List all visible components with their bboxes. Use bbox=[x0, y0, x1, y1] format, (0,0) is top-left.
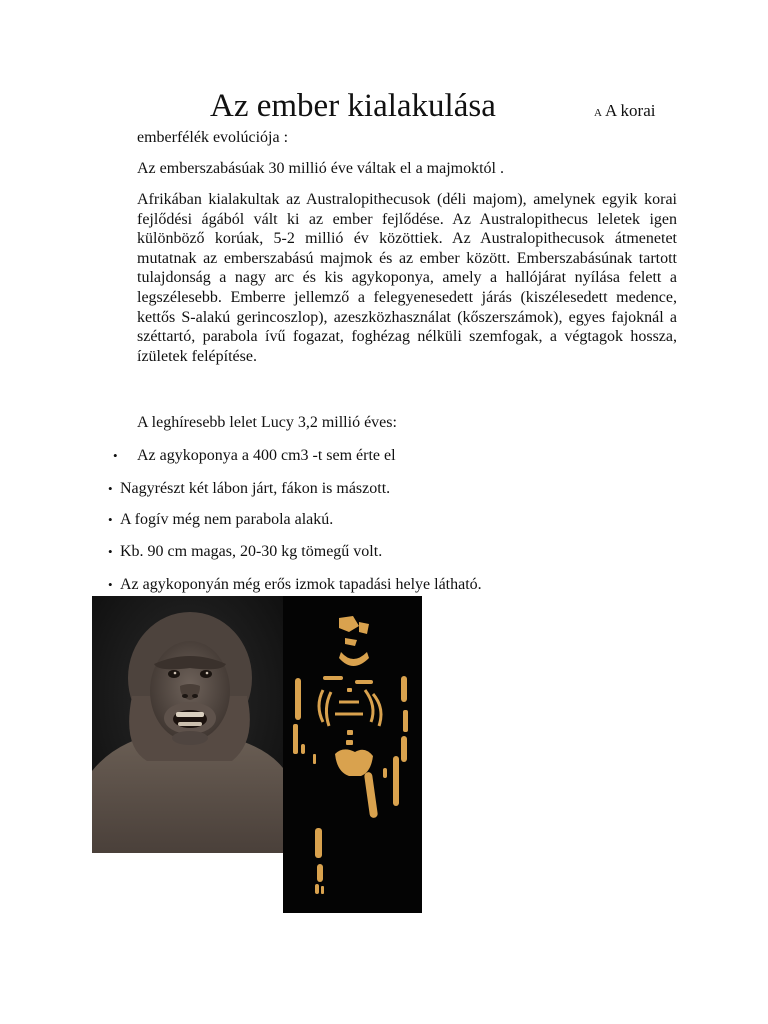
bullet-dot: • bbox=[108, 544, 113, 559]
bullet-item bbox=[108, 542, 382, 562]
title-aside-text: A korai bbox=[604, 101, 656, 120]
bullet-item bbox=[113, 446, 396, 466]
title-line bbox=[0, 86, 768, 130]
bullet-text: Az agykoponya a 400 cm3 -t sem érte el bbox=[137, 447, 396, 464]
bullet-dot: • bbox=[108, 512, 113, 527]
bullet-item bbox=[108, 510, 333, 530]
intro-paragraph: Az emberszabásúak 30 millió éve váltak el a majmoktól . bbox=[137, 160, 504, 177]
title-aside bbox=[594, 100, 655, 124]
bullet-dot: • bbox=[113, 448, 118, 463]
heading-continuation: emberfélék evolúciója : bbox=[137, 129, 289, 146]
bullet-dot: • bbox=[108, 577, 113, 592]
lucy-skeleton-image bbox=[283, 596, 422, 913]
bullet-text: Az agykoponyán még erős izmok tapadási helye látható. bbox=[120, 576, 482, 593]
bullet-text: Nagyrészt két lábon járt, fákon is mászott. bbox=[120, 480, 391, 497]
bullet-item bbox=[108, 479, 390, 499]
lucy-paragraph: A leghíresebb lelet Lucy 3,2 millió éves: bbox=[137, 414, 397, 431]
page-title: Az ember kialakulása bbox=[210, 88, 496, 124]
bullet-item bbox=[108, 575, 482, 595]
australopithecus-reconstruction-image bbox=[92, 596, 283, 853]
bullet-dot: • bbox=[108, 481, 113, 496]
title-aside-marker: A bbox=[594, 107, 602, 119]
body-paragraph: Afrikában kialakultak az Australopithecusok (déli majom), amelynek egyik korai fejlődési ágából vált ki az ember fejlődése. Az Australopithecus leletek igen különböző korúak, 5-2 millió év közöttiek. Az Australopithecusok átmenetet mutatnak az emberszabású majmok és az ember között. Emberszabásúnak tartott tulajdonság a nagy arc és kis agykoponya, amely a hallójárat nyílása felett a legszélesebb. Emberre jellemző a felegyenesedett járás (kiszélesedett medence, kettős S-alakú gerincoszlop), azeszközhasználat (kőszerszámok), egyes fajoknál a széttartó, parabola ívű fogazat, foghézag nélküli szemfogak, a végtagok hossza, ízületek felépítése. bbox=[137, 191, 677, 365]
bullet-text: Kb. 90 cm magas, 20-30 kg tömegű volt. bbox=[120, 543, 383, 560]
bullet-text: A fogív még nem parabola alakú. bbox=[120, 511, 334, 528]
